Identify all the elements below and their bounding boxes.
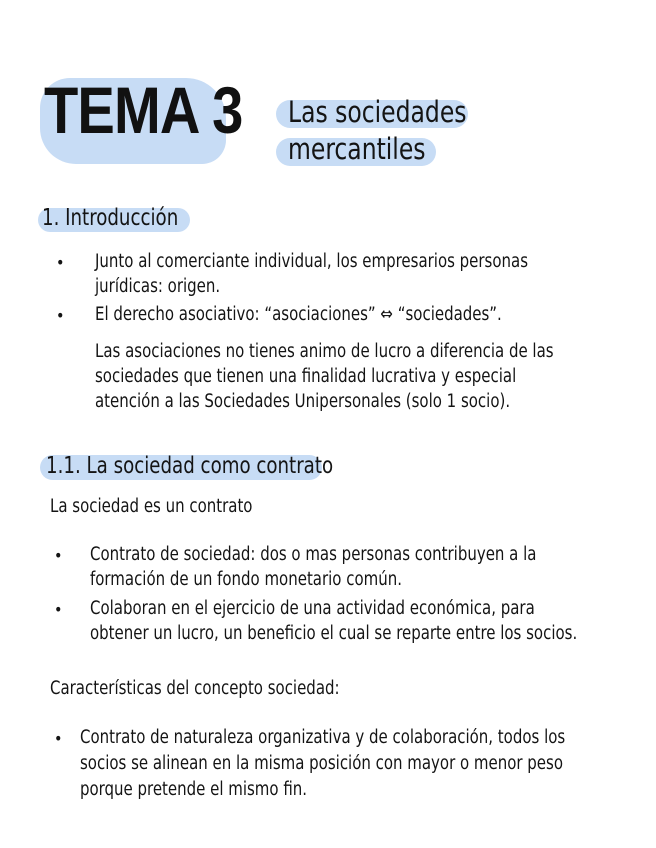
page-title: TEMA 3 — [44, 73, 243, 147]
section1-heading: 1. Introducción — [42, 205, 179, 231]
paragraph-line: sociedades que tienen una finalidad lucrativa y especial — [95, 366, 517, 387]
paragraph-line: atención a las Sociedades Unipersonales (solo 1 socio). — [95, 391, 511, 412]
bullet-marker: • — [56, 306, 65, 325]
section11-heading: 1.1. La sociedad como contrato — [46, 453, 334, 479]
bullet-marker: • — [56, 253, 65, 272]
bullet-marker: • — [54, 729, 63, 748]
bullet-text: Colaboran en el ejercicio de una actividad económica, para — [90, 598, 535, 619]
bullet-text: formación de un fondo monetario común. — [90, 569, 402, 590]
paragraph-line: Las asociaciones no tienes animo de lucro a diferencia de las — [95, 341, 554, 362]
bullet-text: Contrato de naturaleza organizativa y de colaboración, todos los — [80, 727, 566, 748]
bullet-text: Junto al comerciante individual, los empresarios personas — [95, 251, 528, 272]
bullet-text: Contrato de sociedad: dos o mas personas contribuyen a la — [90, 544, 537, 565]
bullet-text: socios se alinean en la misma posición con mayor o menor peso — [80, 753, 563, 774]
bullet-text: porque pretende el mismo fin. — [80, 779, 308, 800]
caracteristicas-text: Características del concepto sociedad: — [50, 678, 340, 699]
bullet-text: obtener un lucro, un beneficio el cual se reparte entre los socios. — [90, 623, 578, 644]
bullet-marker: • — [54, 600, 63, 619]
bullet-text: jurídicas: origen. — [95, 276, 221, 297]
intro-text: La sociedad es un contrato — [50, 496, 253, 517]
bullet-marker: • — [54, 546, 63, 565]
bullet-text: El derecho asociativo: “asociaciones” ⇔ “sociedades”. — [95, 304, 502, 325]
subtitle-line-2: mercantiles — [288, 132, 426, 166]
subtitle-line-1: Las sociedades — [288, 95, 467, 129]
